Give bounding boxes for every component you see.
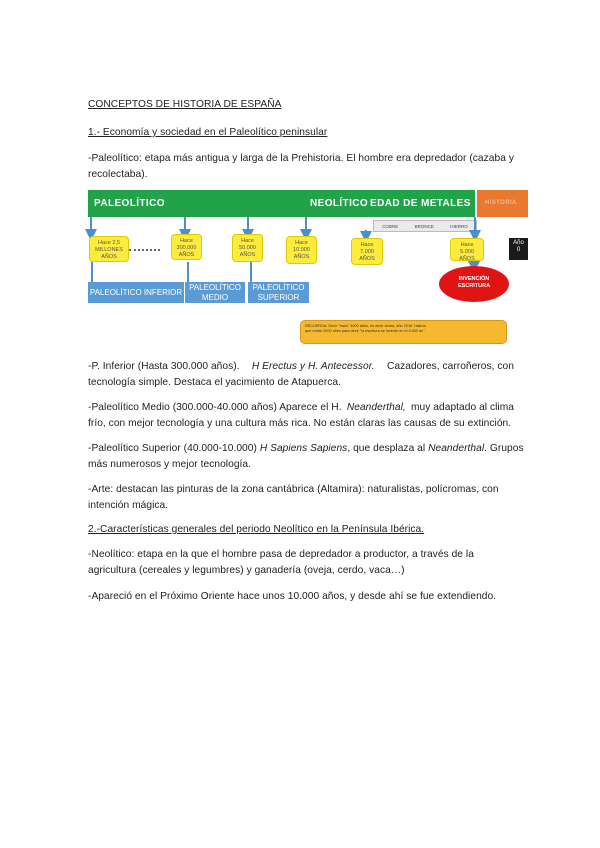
metal-bronce: BRONCE xyxy=(414,223,434,229)
paragraph-neolitico-line2: agricultura (cereales y legumbres) y ganadería (oveja, cerdo, vaca…) xyxy=(88,565,405,576)
paragraph-medio-line2: frío, con mejor tecnología y una cultura más rica. No están claras las causas de su extinción. xyxy=(88,418,512,429)
paleo-medio-line1: PALEOLÍTICO xyxy=(189,283,241,292)
paragraph-paleolitico-line2: recolectaba). xyxy=(88,169,148,180)
metal-cobre: COBRE xyxy=(382,223,399,229)
recuerda-note xyxy=(300,320,507,344)
metal-hierro: HIERRO xyxy=(450,223,468,229)
box-50k-line3: AÑOS xyxy=(239,252,256,258)
box-7k-line3: AÑOS xyxy=(359,256,375,262)
superior-text-b: H Sapiens Sapiens xyxy=(259,443,348,454)
paleo-medio-line2: MEDIO xyxy=(201,293,229,302)
paragraph-superior-line2: más numerosos y mejor tecnología. xyxy=(88,459,252,470)
box-hace-10000 xyxy=(286,236,317,264)
year-zero-line2: 0 xyxy=(516,247,521,253)
paleo-superior-line1: PALEOLÍTICO xyxy=(252,283,305,292)
box-5k-line2: 5.000 xyxy=(460,249,474,255)
box-paleolitico-inferior xyxy=(88,282,184,303)
medio-text-c: muy adaptado al clima xyxy=(411,402,514,413)
box-7k-line1: Hace xyxy=(360,242,374,248)
prehistory-timeline-diagram xyxy=(88,190,528,346)
box-300k-line2: 300.000 xyxy=(176,245,197,251)
paragraph-origen: -Apareció en el Próximo Oriente hace unos 10.000 años, y desde ahí se fue extendiendo. xyxy=(88,591,497,602)
inferior-text-b: H Erectus y H. Antecessor. xyxy=(251,361,375,372)
box-2-5m-line1: Hace 2,5 xyxy=(97,240,120,246)
section2-heading: 2.-Características generales del periodo Neolítico en la Península Ibérica. xyxy=(88,524,425,535)
box-hace-5000 xyxy=(450,238,484,261)
inferior-text-a: -P. Inferior (Hasta 300.000 años). xyxy=(88,361,240,372)
box-10k-line3: AÑOS xyxy=(293,254,310,260)
box-50k-line2: 50.000 xyxy=(239,245,256,251)
document-title: CONCEPTOS DE HISTORIA DE ESPAÑA xyxy=(88,99,282,110)
invencion-escritura-ellipse xyxy=(439,266,509,302)
box-hace-50000 xyxy=(232,234,263,262)
invencion-line2: ESCRITURA xyxy=(457,283,491,289)
box-hace-2-5-millones xyxy=(89,236,129,262)
paragraph-superior-line1 xyxy=(88,441,524,457)
label-neolitico: NEOLÍTICO xyxy=(310,198,369,209)
label-paleolitico: PALEOLÍTICO xyxy=(94,198,165,209)
box-year-zero xyxy=(509,238,528,260)
box-hace-300000 xyxy=(171,234,202,260)
superior-text-a: -Paleolítico Superior (40.000-10.000) xyxy=(88,443,257,454)
paragraph-inferior-line1 xyxy=(88,359,514,375)
box-10k-line2: 10.000 xyxy=(293,247,310,253)
box-50k-line1: Hace xyxy=(241,238,254,244)
box-2-5m-line2: MILLONES xyxy=(95,247,123,253)
box-2-5m-line3: AÑOS xyxy=(101,254,117,260)
paragraph-paleolitico-line1: -Paleolítico: etapa más antigua y larga de la Prehistoria. El hombre era depredador (cazaba y xyxy=(88,153,514,164)
box-paleolitico-superior xyxy=(248,282,309,303)
note-line2: que restar 2000 años para decir "la escritura se inventó en el 4.000 ac" xyxy=(305,329,425,334)
box-300k-line1: Hace xyxy=(180,238,193,244)
label-edad-metales: EDAD DE METALES xyxy=(370,198,471,209)
paleo-superior-line2: SUPERIOR xyxy=(257,293,300,302)
paragraph-medio-line1 xyxy=(88,400,514,416)
superior-text-e: . Grupos xyxy=(484,443,524,454)
superior-text-c: , que desplaza al xyxy=(347,443,426,454)
paragraph-arte-line2: intención mágica. xyxy=(88,500,169,511)
paragraph-neolitico-line1: -Neolítico: etapa en la que el hombre pasa de depredador a productor, a través de la xyxy=(88,549,474,560)
box-300k-line3: AÑOS xyxy=(178,252,195,258)
label-historia: HISTORIA xyxy=(485,200,517,206)
paleo-inferior-label: PALEOLÍTICO INFERIOR xyxy=(89,288,183,297)
inferior-text-c: Cazadores, carroñeros, con xyxy=(386,361,514,372)
paragraph-inferior-line2: tecnología simple. Destaca el yacimiento de Atapuerca. xyxy=(88,377,341,388)
box-7k-line2: 7.000 xyxy=(360,249,374,255)
box-10k-line1: Hace xyxy=(295,240,308,246)
box-5k-line3: AÑOS xyxy=(459,256,475,262)
note-line1: RECUERDA: Decir "hace" 4000 años, es decir ahora, año 2016. Habría xyxy=(305,324,426,328)
section1-heading: 1.- Economía y sociedad en el Paleolítico peninsular xyxy=(88,127,328,138)
superior-text-d: Neanderthal xyxy=(428,443,485,454)
year-zero-line1: Año xyxy=(513,240,524,246)
paragraph-arte-line1: -Arte: destacan las pinturas de la zona cantábrica (Altamira): naturalistas, polícromas, con xyxy=(88,484,499,495)
timeline-dots xyxy=(129,249,160,251)
box-hace-7000 xyxy=(351,238,383,265)
box-5k-line1: Hace xyxy=(460,242,474,248)
medio-text-a: -Paleolítico Medio (300.000-40.000 años) Aparece el H. xyxy=(88,402,342,413)
invencion-line1: INVENCIÓN xyxy=(458,276,490,282)
medio-text-b: Neanderthal, xyxy=(346,402,406,413)
box-paleolitico-medio xyxy=(185,282,245,303)
